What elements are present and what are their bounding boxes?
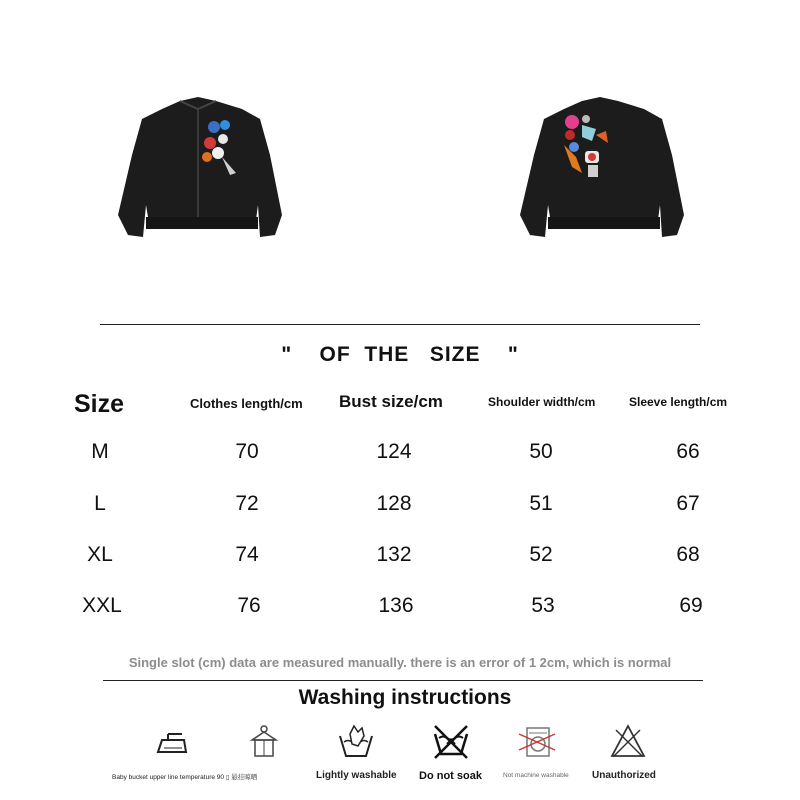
table-cell-clothes-length: 70 [235,440,259,463]
table-cell-clothes-length: 76 [237,594,261,617]
bottom-divider [103,680,703,681]
hand-wash-icon [336,722,376,762]
table-cell-shoulder: 53 [531,594,555,617]
jacket-back-image [512,95,690,240]
table-cell-sleeve: 66 [676,440,700,463]
do-not-soak-icon [431,722,471,762]
table-cell-shoulder: 50 [529,440,553,463]
table-cell-size: M [91,440,109,463]
table-cell-bust: 132 [376,543,412,566]
table-cell-shoulder: 51 [529,492,553,515]
header-shoulder-width: Shoulder width/cm [488,395,596,409]
table-cell-bust: 128 [376,492,412,515]
table-cell-sleeve: 69 [679,594,703,617]
no-machine-wash-label: Not machine washable [503,772,569,779]
washing-title: Washing instructions [298,686,512,709]
measurement-note: Single slot (cm) data are measured manually. there is an error of 1 2cm, which is normal [128,655,672,670]
table-cell-bust: 124 [376,440,412,463]
hang-dry-icon [244,722,284,762]
do-not-soak-label: Do not soak [419,770,482,782]
do-not-bleach-label: Unauthorized [592,770,656,781]
table-cell-size: XL [87,543,113,566]
table-cell-shoulder: 52 [529,543,553,566]
table-cell-sleeve: 68 [676,543,700,566]
size-section-title: " OF THE SIZE " [281,343,519,366]
table-cell-clothes-length: 74 [235,543,259,566]
header-size: Size [74,390,125,418]
do-not-bleach-icon [608,722,648,762]
no-machine-wash-icon [517,722,557,762]
header-sleeve-length: Sleeve length/cm [629,395,728,409]
header-clothes-length: Clothes length/cm [190,396,303,411]
top-divider [100,324,700,325]
jacket-front-image [110,95,290,240]
iron-icon [152,722,192,762]
table-cell-size: L [94,492,106,515]
table-cell-clothes-length: 72 [235,492,259,515]
iron-label: Baby bucket upper line temperature 90 ▯ 悬挂晾晒 [112,774,258,781]
header-bust-size: Bust size/cm [339,392,443,411]
table-cell-size: XXL [82,594,122,617]
table-cell-sleeve: 67 [676,492,700,515]
table-cell-bust: 136 [378,594,414,617]
hand-wash-label: Lightly washable [316,770,397,781]
